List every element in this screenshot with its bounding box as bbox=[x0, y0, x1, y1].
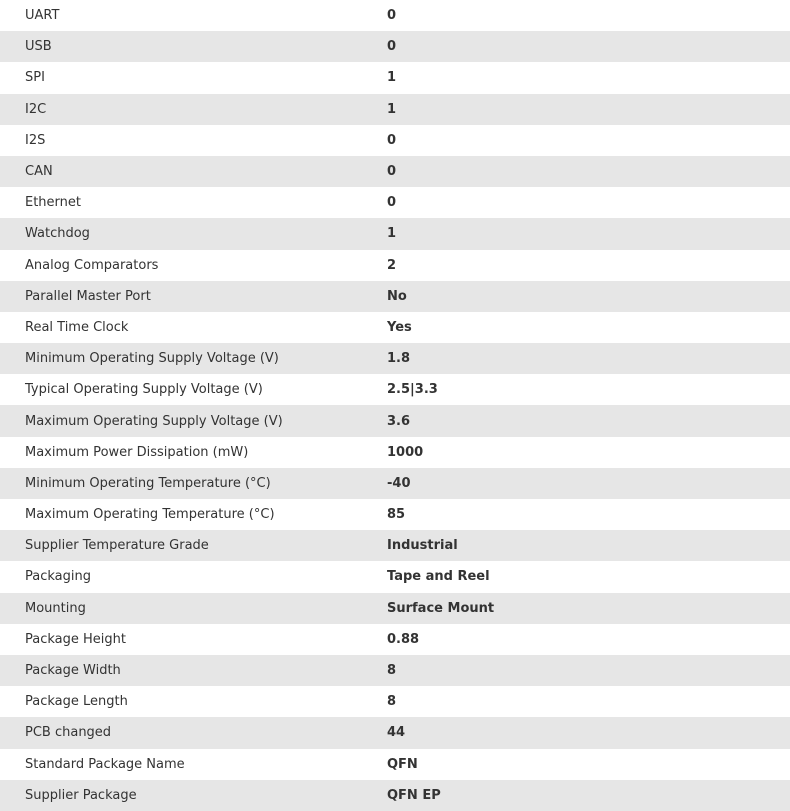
spec-label: Package Length bbox=[25, 694, 128, 710]
spec-row bbox=[0, 281, 790, 312]
spec-label: Parallel Master Port bbox=[25, 288, 151, 304]
spec-value: Yes bbox=[387, 319, 412, 335]
spec-label: SPI bbox=[25, 70, 45, 86]
spec-row bbox=[0, 655, 790, 686]
spec-value: 85 bbox=[387, 507, 406, 523]
spec-value: 0.88 bbox=[387, 631, 420, 647]
spec-label: Minimum Operating Temperature (°C) bbox=[25, 475, 271, 491]
spec-row bbox=[0, 187, 790, 218]
spec-value: 2 bbox=[387, 257, 397, 273]
spec-value: 0 bbox=[387, 195, 397, 211]
spec-value: 1 bbox=[387, 70, 397, 86]
spec-value: 0 bbox=[387, 39, 397, 55]
spec-row bbox=[0, 437, 790, 468]
spec-value: 2.5|3.3 bbox=[387, 382, 438, 398]
spec-value: 1 bbox=[387, 226, 397, 242]
spec-row bbox=[0, 624, 790, 655]
spec-label: UART bbox=[25, 8, 60, 24]
spec-value: 8 bbox=[387, 663, 397, 679]
spec-row bbox=[0, 0, 790, 31]
spec-row bbox=[0, 749, 790, 780]
spec-label: Package Width bbox=[25, 663, 121, 679]
spec-row bbox=[0, 499, 790, 530]
spec-value: No bbox=[387, 288, 407, 304]
spec-label: Analog Comparators bbox=[25, 257, 159, 273]
spec-label: I2S bbox=[25, 132, 46, 148]
spec-label: PCB changed bbox=[25, 725, 112, 741]
spec-value: 0 bbox=[387, 8, 397, 24]
spec-label: Minimum Operating Supply Voltage (V) bbox=[25, 351, 279, 367]
spec-value: QFN bbox=[387, 756, 418, 772]
spec-value: 1000 bbox=[387, 444, 424, 460]
spec-label: Real Time Clock bbox=[25, 319, 129, 335]
spec-label: Typical Operating Supply Voltage (V) bbox=[25, 382, 263, 398]
spec-row bbox=[0, 468, 790, 499]
spec-row bbox=[0, 312, 790, 343]
spec-label: Maximum Operating Temperature (°C) bbox=[25, 507, 275, 523]
spec-value: 0 bbox=[387, 164, 397, 180]
spec-row bbox=[0, 593, 790, 624]
spec-row bbox=[0, 530, 790, 561]
spec-label: Maximum Operating Supply Voltage (V) bbox=[25, 413, 283, 429]
spec-value: Industrial bbox=[387, 538, 458, 554]
spec-label: Supplier Package bbox=[25, 787, 137, 803]
spec-row bbox=[0, 686, 790, 717]
spec-value: QFN EP bbox=[387, 787, 441, 803]
spec-label: Supplier Temperature Grade bbox=[25, 538, 209, 554]
spec-value: Tape and Reel bbox=[387, 569, 490, 585]
spec-label: Maximum Power Dissipation (mW) bbox=[25, 444, 249, 460]
spec-row bbox=[0, 717, 790, 748]
spec-value: 3.6 bbox=[387, 413, 411, 429]
spec-value: 8 bbox=[387, 694, 397, 710]
spec-label: Watchdog bbox=[25, 226, 90, 242]
spec-row bbox=[0, 125, 790, 156]
spec-row bbox=[0, 343, 790, 374]
spec-label: Package Height bbox=[25, 631, 126, 647]
spec-value: -40 bbox=[387, 475, 411, 491]
spec-row bbox=[0, 156, 790, 187]
spec-value: 0 bbox=[387, 132, 397, 148]
spec-value: 44 bbox=[387, 725, 406, 741]
spec-label: I2C bbox=[25, 101, 47, 117]
spec-value: 1.8 bbox=[387, 351, 411, 367]
spec-label: Standard Package Name bbox=[25, 756, 185, 772]
spec-label: CAN bbox=[25, 164, 53, 180]
spec-row bbox=[0, 374, 790, 405]
spec-label: USB bbox=[25, 39, 52, 55]
spec-label: Mounting bbox=[25, 600, 86, 616]
spec-label: Ethernet bbox=[25, 195, 81, 211]
spec-row bbox=[0, 561, 790, 592]
spec-row bbox=[0, 218, 790, 249]
spec-value: 1 bbox=[387, 101, 397, 117]
spec-row bbox=[0, 94, 790, 125]
spec-label: Packaging bbox=[25, 569, 91, 585]
spec-row bbox=[0, 250, 790, 281]
spec-row bbox=[0, 31, 790, 62]
spec-row bbox=[0, 62, 790, 93]
spec-row bbox=[0, 780, 790, 811]
spec-value: Surface Mount bbox=[387, 600, 495, 616]
spec-row bbox=[0, 405, 790, 436]
